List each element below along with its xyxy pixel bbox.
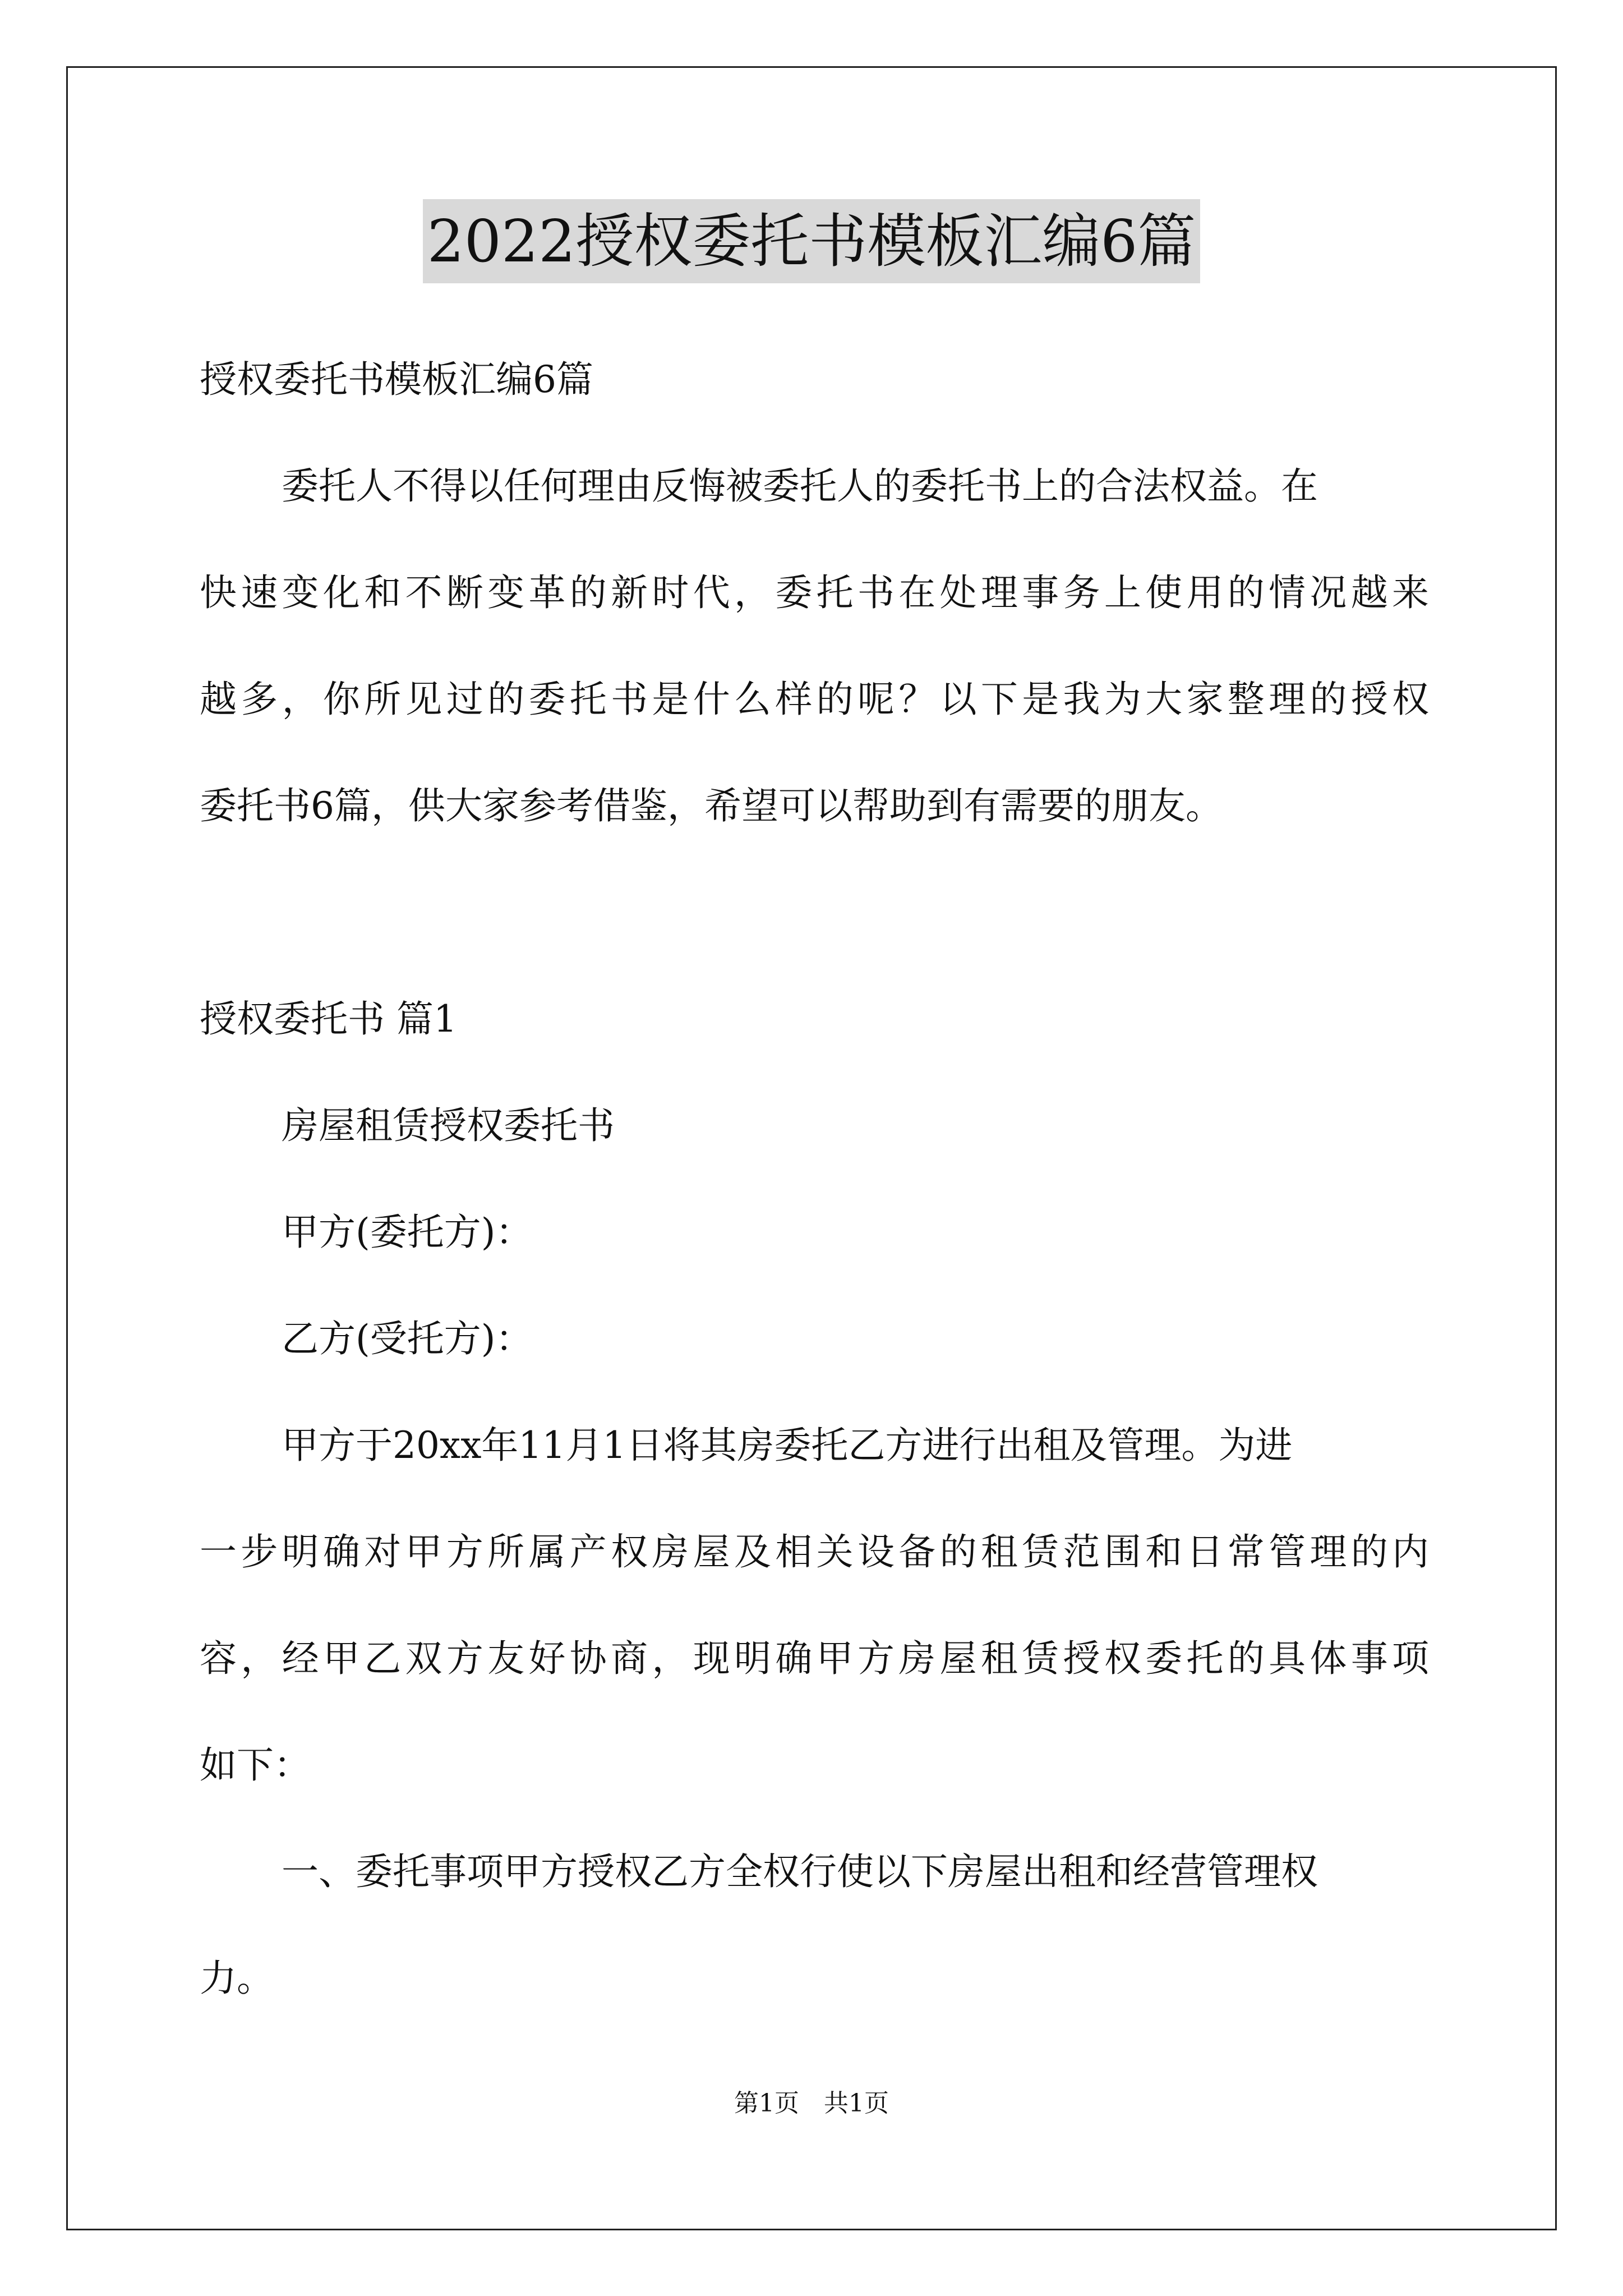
intro-line-3: 越多，你所见过的委托书是什么样的呢？以下是我为大家整理的授权 xyxy=(200,678,1429,721)
section-heading: 授权委托书 篇1 xyxy=(200,997,457,1041)
document-title xyxy=(0,199,1623,283)
body-line-4: 如下： xyxy=(200,1743,311,1787)
contract-title: 房屋租赁授权委托书 xyxy=(282,1104,615,1147)
party-a-line: 甲方(委托方)： xyxy=(282,1211,533,1254)
document-title-text: 2022授权委托书模板汇编6篇 xyxy=(423,199,1201,283)
body-line-1: 甲方于20xx年11月1日将其房委托乙方进行出租及管理。为进 xyxy=(282,1424,1293,1467)
document-subtitle: 授权委托书模板汇编6篇 xyxy=(200,358,593,401)
intro-line-1: 委托人不得以任何理由反悔被委托人的委托书上的合法权益。在 xyxy=(282,464,1318,508)
item-line-2: 力。 xyxy=(200,1957,274,2000)
body-line-3: 容，经甲乙双方友好协商，现明确甲方房屋租赁授权委托的具体事项 xyxy=(200,1637,1429,1680)
party-b-line: 乙方(受托方)： xyxy=(282,1317,533,1360)
body-line-2: 一步明确对甲方所属产权房屋及相关设备的租赁范围和日常管理的内 xyxy=(200,1530,1429,1573)
intro-line-4: 委托书6篇，供大家参考借鉴，希望可以帮助到有需要的朋友。 xyxy=(200,784,1223,827)
intro-line-2: 快速变化和不断变革的新时代，委托书在处理事务上使用的情况越来 xyxy=(200,571,1429,614)
page-footer: 第1页 共1页 xyxy=(734,2089,889,2118)
item-line-1: 一、委托事项甲方授权乙方全权行使以下房屋出租和经营管理权 xyxy=(282,1850,1318,1893)
